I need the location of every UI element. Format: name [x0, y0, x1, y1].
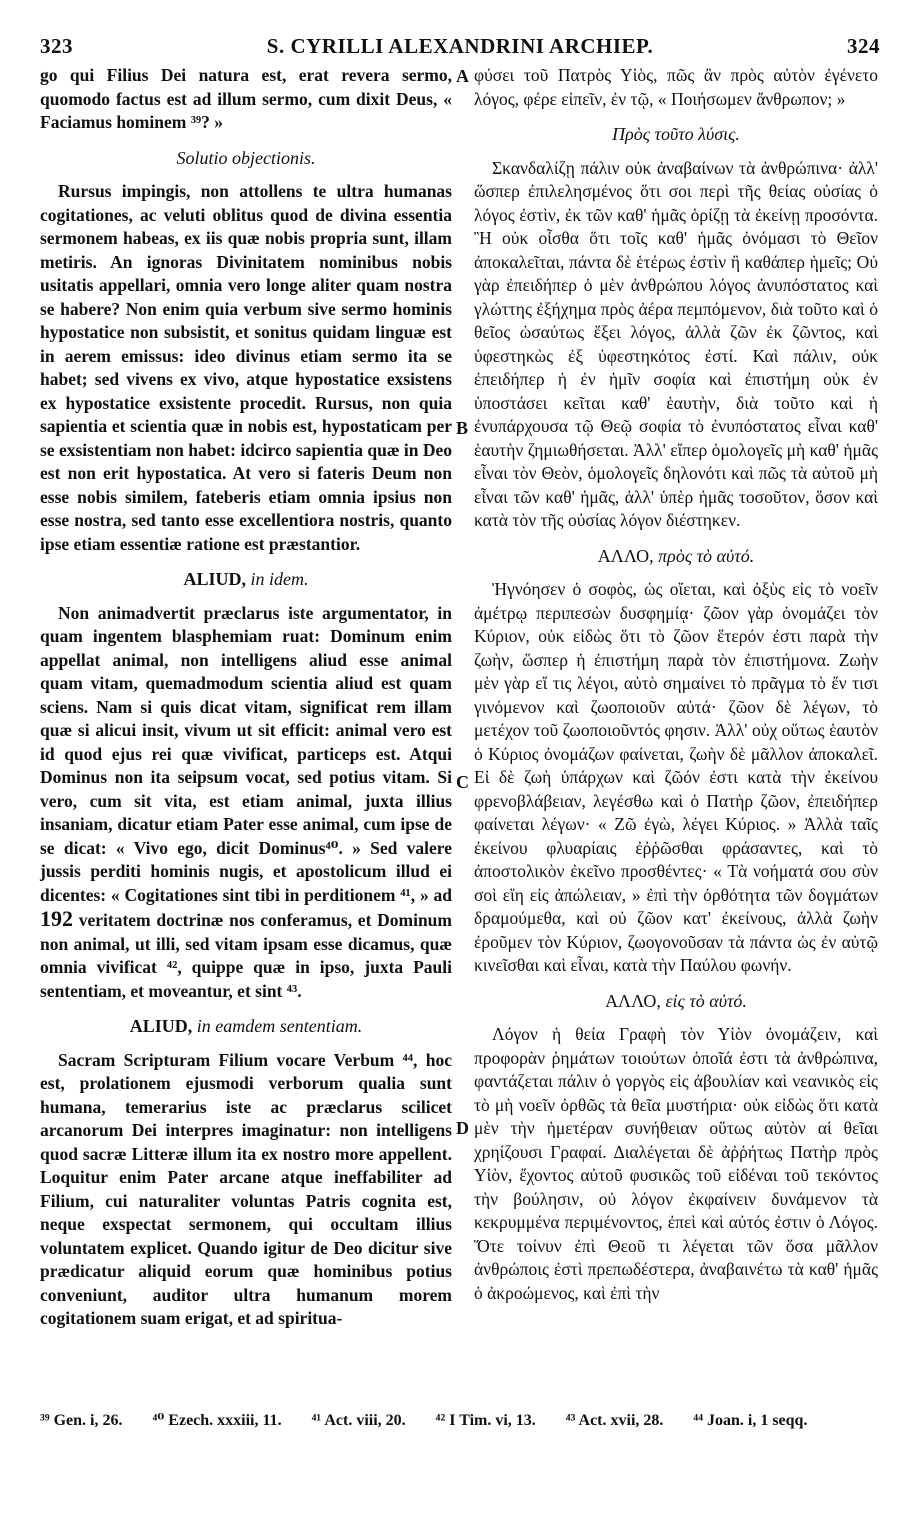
greek-paragraph-2: Ἠγνόησεν ὁ σοφὸς, ὡς οἴεται, καὶ ὀξὺς εἰς τὸ νοεῖν ἀμέτρῳ περιπεσὼν δυσφημίᾳ· ζῶον γὰρ ὀνομάζει τὸν Κύριον, οὐκ εἰδὼς ὅτι τὸ ζῶον ἕτερόν ἐστι παρὰ τὴν ζωὴν, ὥσπερ ἡ ἐπιστήμη παρὰ τὸν ἐπιστήμονα. Ζωὴν μὲν γὰρ εἴ τις λέγοι, αὐτὸ σημαίνει τὸ πρᾶγμα τὸ ἔν τισι γινόμενον καὶ ζωοποιοῦν αὐτά· ζῶον δὲ λέγων, τὸ μετέχον τοῦ ζωοποιοῦντός φησιν. Ἀλλ' οὐχ οὕτως ἑαυτὸν ὁ Κύριος ὀνομάζων φαίνεται, ζωὴν δὲ μᾶλλον ἀποκαλεῖ. Εἰ δὲ ζωὴ ὑπάρχων καὶ ζῶόν ἐστι κατὰ τὴν ἐκείνου φρενοβλάβειαν, λεγέσθω καὶ ὁ Πατὴρ ζῶον, ἐπειδήπερ φαίνεται λέγων· « Ζῶ ἐγὼ, λέγει Κύριος. » Ἀλλὰ ταῖς ἐκείνου φλυαρίαις ἐῤῥῶσθαι φράσαντες, καὶ τὸ ἀποστολικὸν ἐκεῖνο προσθέντες· « Τὰ νοήματά σου σὺν σοὶ εἴη εἰς ἀπώλειαν, » ἐπὶ τὴν ὀρθότητα τῶν δογμάτων δραμούμεθα, καὶ οὐ ζῶον κατ' ἐκείνους, ἀλλὰ ζωὴν ἐροῦμεν τὸν Κύριον, ζωογονοῦσαν τὰ πάντα ὡς ἐν αὐτῷ κινεῖσθαι καὶ εἶναι, κατὰ τὴν Παύλου φωνήν.: [474, 579, 878, 975]
latin-column: [40, 64, 452, 1331]
greek-column: [474, 64, 878, 1305]
running-header: [40, 30, 880, 60]
column-marker-b: B: [456, 418, 469, 438]
greek-intro: φύσει τοῦ Πατρὸς Υἱὸς, πῶς ἂν πρὸς αὐτὸν ἐγένετο λόγος, φέρε εἰπεῖν, ἐν τῷ, « Ποιήσωμεν ἄνθρωπον; »: [474, 65, 878, 109]
latin-heading-aliud-1: ALIUD, in idem.: [183, 569, 309, 589]
column-marker-c: C: [456, 772, 469, 792]
greek-heading-lysis: Πρὸς τοῦτο λύσις.: [612, 124, 740, 144]
latin-paragraph-1: Rursus impingis, non attollens te ultra humanas cogitationes, ac veluti oblitus quod de divina essentia sermonem habeas, ex iis quæ nobis propria sunt, illam metiris. An ignoras Divinitatem nominibus nobis usitatis appellari, omnia vero longe aliter quam nostra se habere? Non enim quia verbum sive sermo hominis hypostatice non subsistit, et sonitus quidam linguæ est in aerem emissus: ideo divinus etiam sermo ita se habet; sed vivens ex vivo, atque hypostatice exsistens ex hypostatice exsistente procedit. Rursus, non quia sapientia et scientia quæ in nobis est, hypostaticam per se exsistentiam non habet: idcirco sapientia quæ in Deo est non erit hypostatica. At vero si fateris Deum non esse nobis similem, fateberis etiam omnia ipsius non esse nostra, sed tanto esse excellentiora nostris, quanto ipse etiam essentiæ ratione est præstantior.: [40, 181, 452, 554]
latin-heading-aliud-2: ALIUD, in eamdem sententiam.: [129, 1016, 363, 1036]
footnotes: [40, 1410, 880, 1432]
greek-heading-allo-2: ΑΛΛΟ, εἰς τὸ αὐτό.: [605, 990, 747, 1011]
latin-intro: go qui Filius Dei natura est, erat revera sermo, quomodo factus est ad illum sermo, cum dixit Deus, « Faciamus hominem ³⁹? »: [40, 65, 452, 132]
page-mark: 192: [40, 906, 73, 931]
running-title: S. CYRILLI ALEXANDRINI ARCHIEP.: [266, 34, 654, 58]
footnote: ⁴⁰ Ezech. xxxiii, 11.: [152, 1412, 282, 1429]
page-number-right: 324: [847, 34, 880, 58]
greek-paragraph-3: Λόγον ἡ θεία Γραφὴ τὸν Υἱὸν ὀνομάζειν, καὶ προφορὰν ῥημάτων τοιούτων ὁποῖά ἐστι τὰ ἀνθρώπινα, φαντάζεται πάλιν ὁ γοργὸς εἰς ἀβουλίαν καὶ νεανικὸς εἰς τὸ μὴ νοεῖν ὀρθῶς τὰ θεῖα μυστήρια· οὐκ εἰδὼς ὅτι κατὰ μὲν τὴν ἡμετέραν συνήθειαν οὕτως αὐτὸν αἱ θεῖαι χρηίζουσι Γραφαί. Διαλέγεται δὲ ἀῤῥήτως Πατὴρ πρὸς Υἱὸν, ἔχοντος αὐτοῦ φυσικῶς τοῦ εἰδέναι τοῦ τεκόντος τὴν βούλησιν, οὐ λόγον ἐκφαίνειν δυνάμενον τὰ κεκρυμμένα περιμένοντος, ἐπεὶ καὶ αὐτός ἐστιν ὁ Λόγος. Ὅτε τοίνυν ἐπὶ Θεοῦ τι λέγεται τῶν ὅσα μᾶλλον ἀνθρώποις ἐστὶ πρεπωδέστερα, ἀναβαινέτω τὰ καθ' ἡμᾶς ὁ ἀκροώμενος, καὶ ἐπὶ τὴν: [474, 1024, 878, 1303]
latin-heading-solutio: Solutio objectionis.: [176, 147, 316, 168]
latin-paragraph-2: Non animadvertit præclarus iste argumentator, in quam ingentem blasphemiam ruat: Dominum enim appellat animal, non intelligens aliud esse animal quam vitam, quemadmodum scientia aliud est quam sciens. Nam si quis dicat vitam, significat rem illam quæ si alicui insit, vivum ut sit efficit: animal vero est id quod ejus rei quæ vivificat, particeps est. Atqui Dominus non ita seipsum vocat, sed potius vitam. Si vero, cum sit vita, est etiam animal, juxta illius insaniam, dicatur etiam Pater esse animal, cum ipse de se dicat: « Vivo ego, dicit Dominus⁴⁰. » Sed valere jussis perditi hominis nugis, et apostolicum illud ei dicentes: « Cogitationes sint tibi in perditionem ⁴¹, » ad 192 veritatem doctrinæ nos conferamus, et Dominum non animal, ut illi, sed vitam ipsam esse dicamus, quæ omnia vivificat ⁴², quippe quæ in ipso, juxta Pauli sententiam, et moveantur, et sint ⁴³.: [40, 602, 452, 1001]
column-marker-d: D: [456, 1118, 469, 1138]
footnote: ⁴³ Act. xvii, 28.: [565, 1412, 664, 1429]
footnote: ³⁹ Gen. i, 26.: [40, 1412, 123, 1429]
footnote: ⁴⁴ Joan. i, 1 seqq.: [693, 1412, 808, 1429]
page-number-left: 323: [40, 34, 73, 58]
footnote: ⁴² I Tim. vi, 13.: [435, 1412, 536, 1429]
greek-heading-allo-1: ΑΛΛΟ, πρὸς τὸ αὐτό.: [597, 545, 755, 566]
column-marker-a: A: [456, 66, 469, 86]
latin-paragraph-3: Sacram Scripturam Filium vocare Verbum ⁴⁴, hoc est, prolationem ejusmodi verborum qualia sunt humana, temerarius iste ac præclarus scilicet arcanorum Dei interpres imaginatur: non intelligens quod sacræ Litteræ illum ita ex nostro more appellent. Loquitur enim Pater arcane atque ineffabiliter ad Filium, cui naturaliter voluntas Patris cognita est, neque exspectat sermonem, qui occultam illius voluntatem explicet. Quando igitur de Deo dicitur sive prædicatur aliquid eorum quæ hominibus potius conveniunt, auditor ultra humanum morem cogitationem suam erigat, et ad spiritua-: [40, 1049, 452, 1328]
greek-paragraph-1: Σκανδαλίζῃ πάλιν οὐκ ἀναβαίνων τὰ ἀνθρώπινα· ἀλλ' ὥσπερ ἐπιλελησμένος ὅτι σοι περὶ τῆς θείας οὐσίας ὁ λόγος ἐστὶν, ἐκ τῶν καθ' ἡμᾶς ὁρίζῃ τὰ ἐκείνῃ προσόντα. Ἢ οὐκ οἶσθα ὅτι τοῖς καθ' ἡμᾶς ὀνόμασι τὸ Θεῖον ἀποκαλεῖται, πάντα δὲ ἑτέρως ἐστὶν ἢ καθάπερ ἡμεῖς; Οὐ γὰρ ἐπειδήπερ ὁ μὲν ἀνθρώπου λόγος ἀνυπόστατος καὶ γλώττης ἐξήχημα πρὸς ἀέρα πεμπόμενον, διὰ τοῦτο καὶ ὁ θεῖος ὡσαύτως ἕξει λόγος, ἀλλὰ ζῶν ἐκ ζῶντος, καὶ ὑφεστηκὼς ἐξ ὑφεστηκότος ἐστί. Καὶ πάλιν, οὐκ ἐπειδήπερ ἡ ἐν ἡμῖν σοφία καὶ ἐπιστήμη οὐκ ἐν ὑποστάσει κεῖται καθ' ἑαυτὴν, διὰ τοῦτο καὶ ἡ ἐνυπάρχουσα τῷ Θεῷ σοφία τὸ ἐνυπόστατος εἶναι καθ' ἑαυτὴν ζημιωθήσεται. Ἀλλ' εἴπερ ὁμολογεῖς μὴ καθ' ἡμᾶς εἶναι τὸν Θεὸν, ὁμολογεῖς δηλονότι καὶ πῶς τὰ αὐτοῦ μὴ εἶναι τῶν καθ' ἡμᾶς, ἀλλ' ὑπὲρ ἡμᾶς τοσοῦτον, ὅσον καὶ κατὰ τὸν τῆς οὐσίας λόγον διέστηκεν.: [474, 157, 878, 530]
footnote: ⁴¹ Act. viii, 20.: [311, 1412, 406, 1429]
